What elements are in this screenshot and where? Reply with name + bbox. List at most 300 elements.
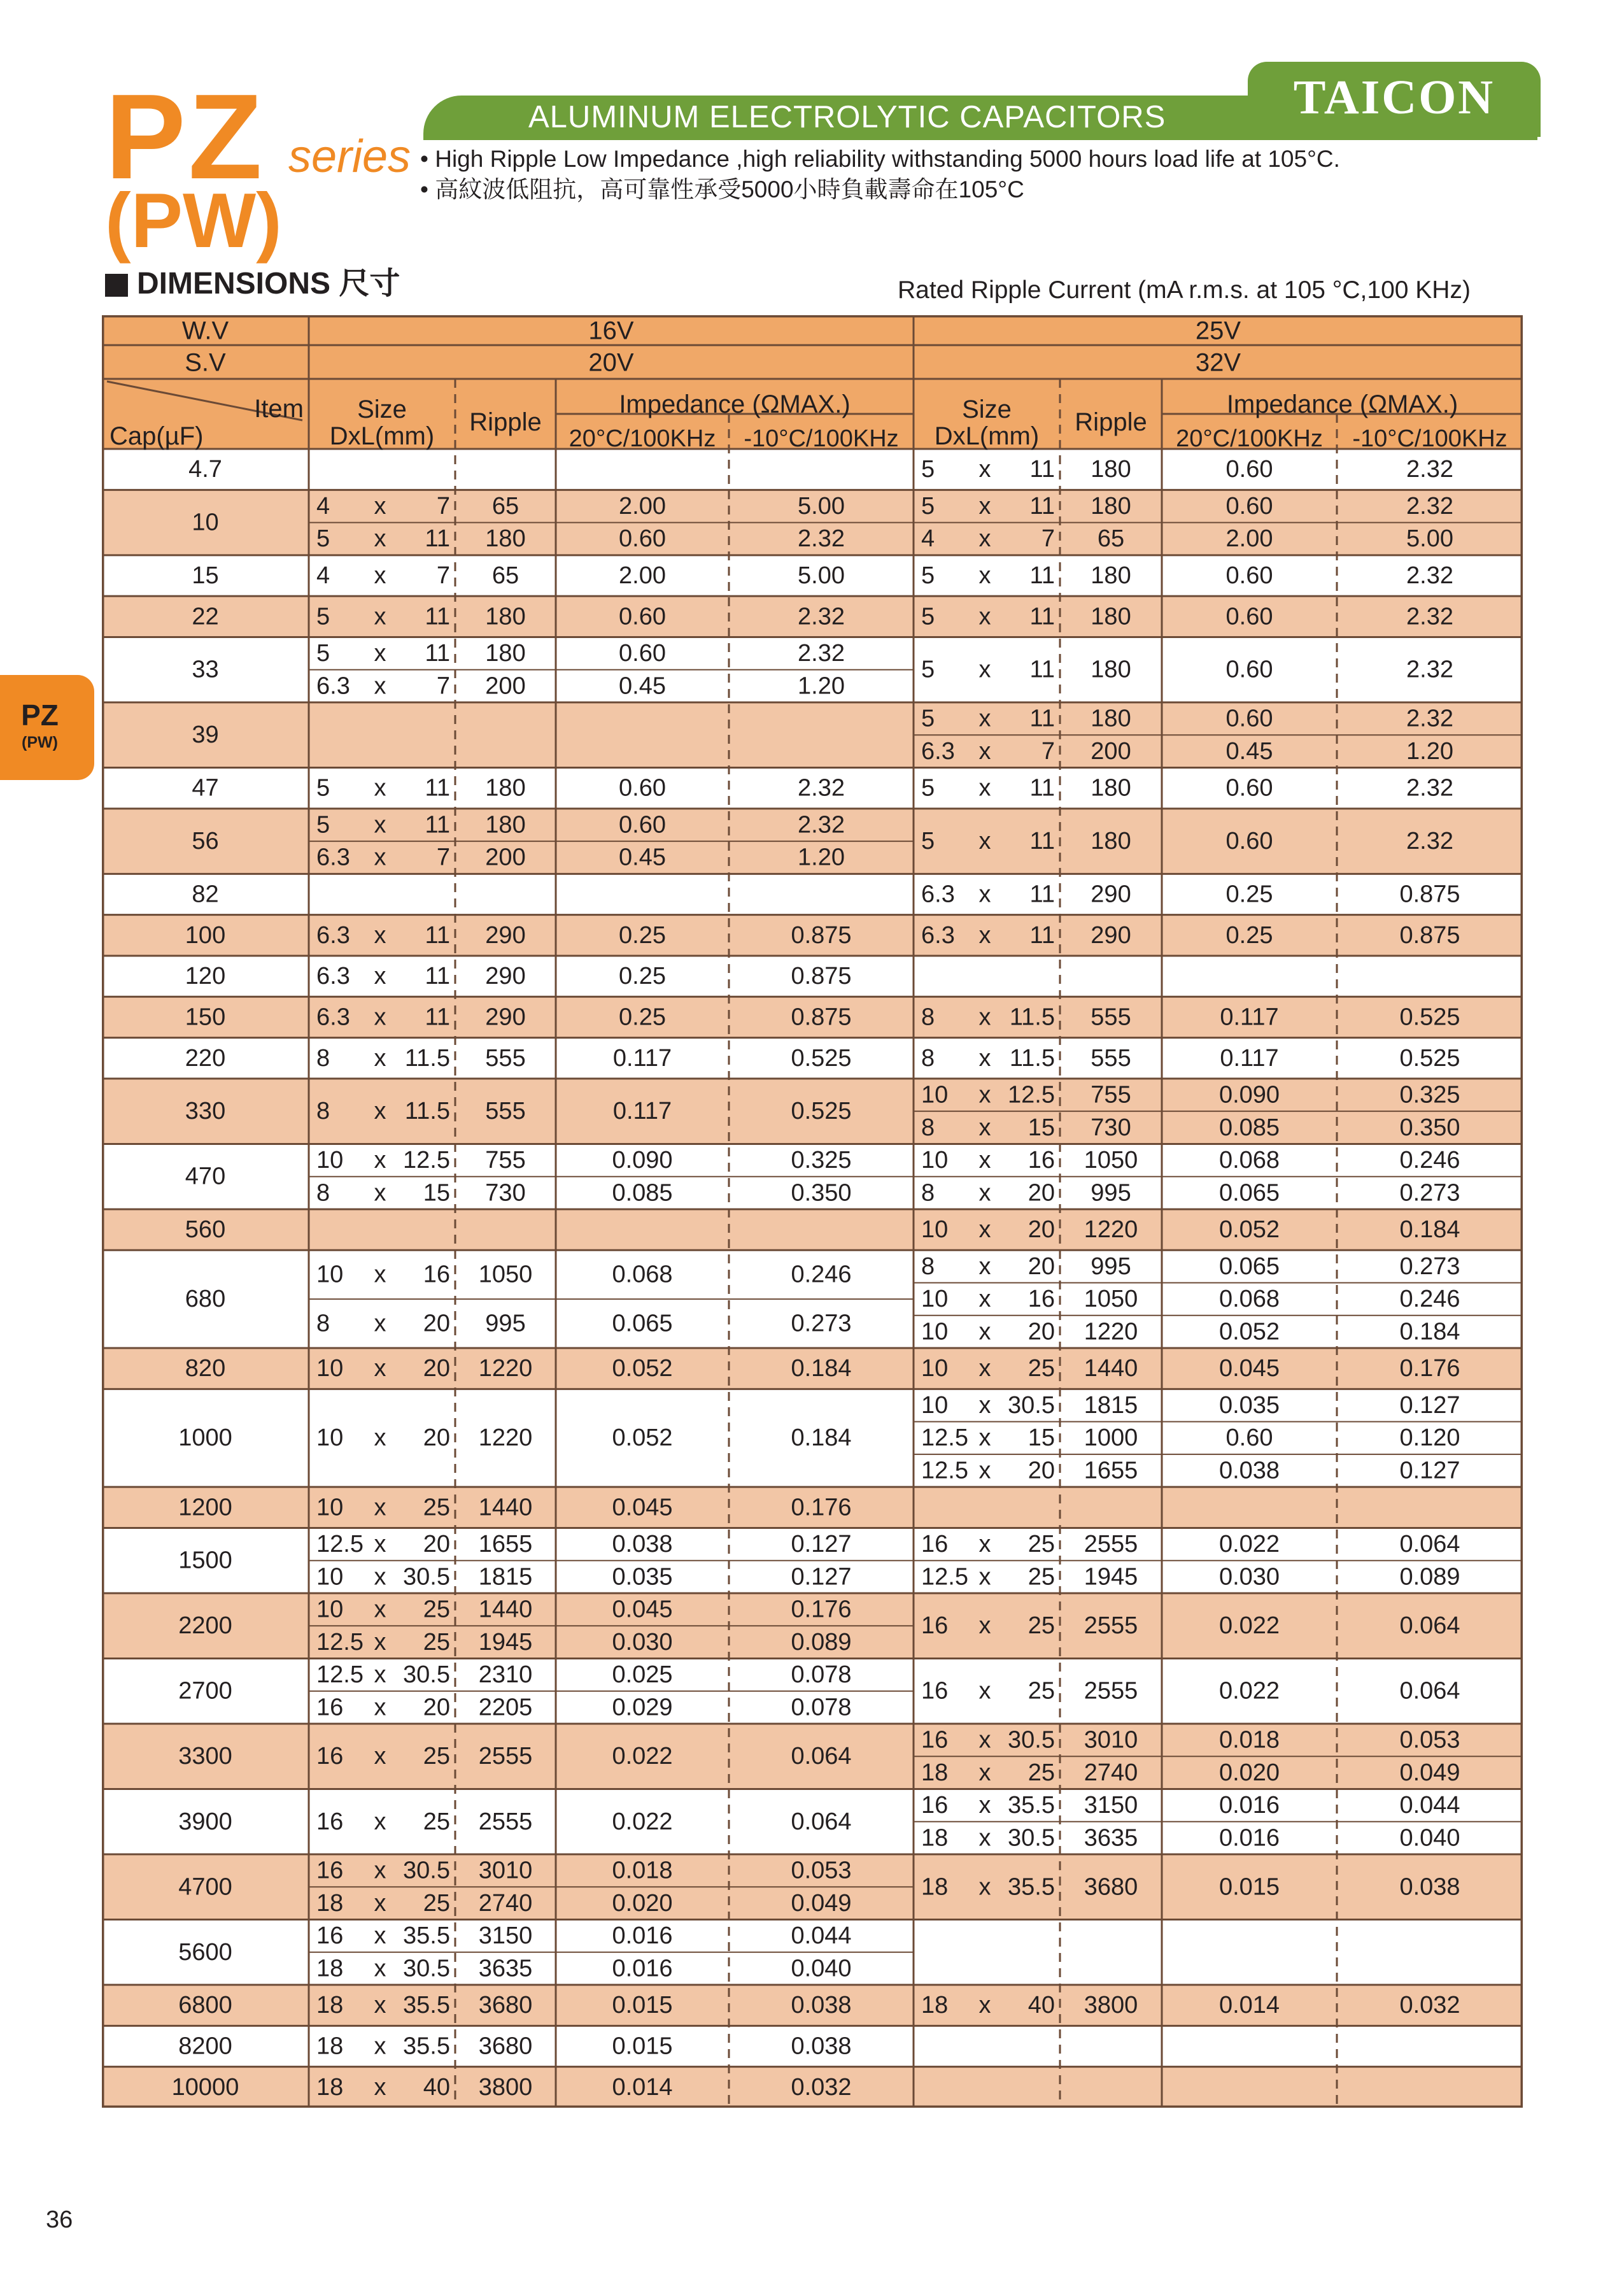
ripple-value: 1655 <box>1084 1457 1138 1484</box>
size-diameter: 4 <box>316 492 330 520</box>
size-times: x <box>978 1563 991 1591</box>
size-diameter: 12.5 <box>921 1457 968 1484</box>
size-times: x <box>978 1992 991 2019</box>
ripple-value: 1050 <box>478 1261 533 1288</box>
size-times: x <box>978 737 991 765</box>
size-times: x <box>374 774 386 802</box>
ripple-value: 180 <box>1091 603 1131 630</box>
size-diameter: 16 <box>316 1694 344 1721</box>
impedance-minus10c-value: 0.127 <box>791 1531 852 1558</box>
size-times: x <box>374 1424 386 1452</box>
size-times: x <box>374 1857 386 1884</box>
ripple-value: 2740 <box>1084 1759 1138 1786</box>
impedance-20c-value: 2.00 <box>1225 525 1273 553</box>
size-times: x <box>978 881 991 908</box>
impedance-minus10c-value: 2.32 <box>798 640 845 667</box>
impedance-minus10c-value: 0.184 <box>791 1424 852 1452</box>
size-times: x <box>978 1253 991 1280</box>
size-times: x <box>374 963 386 990</box>
cap-value: 6800 <box>178 1992 232 2019</box>
size-length: 20 <box>423 1355 450 1382</box>
impedance-20c-value: 0.025 <box>612 1661 673 1689</box>
ripple-value: 1945 <box>478 1628 533 1656</box>
size-diameter: 5 <box>921 774 935 802</box>
size-times: x <box>374 640 386 667</box>
size-length: 25 <box>423 1628 450 1656</box>
ripple-value: 995 <box>1091 1253 1131 1280</box>
ripple-value: 755 <box>1091 1081 1131 1109</box>
feature-bullet-en: • High Ripple Low Impedance ,high reliability withstanding 5000 hours load life at 105°C. <box>420 146 1340 172</box>
impedance-minus10c-value: 0.184 <box>1399 1318 1460 1345</box>
cap-value: 15 <box>192 562 219 589</box>
cap-value: 10000 <box>171 2073 239 2101</box>
size-times: x <box>978 1147 991 1174</box>
impedance-minus10c-value: 0.040 <box>1399 1824 1460 1852</box>
size-diameter: 5 <box>316 811 330 839</box>
section-square-icon <box>105 274 128 297</box>
impedance-minus10c-value: 0.875 <box>791 921 852 949</box>
size-times: x <box>374 1563 386 1591</box>
impedance-minus10c-value: 0.120 <box>1399 1424 1460 1452</box>
side-tab-sub: (PW) <box>22 734 58 751</box>
size-times: x <box>978 1318 991 1345</box>
ripple-value: 1655 <box>478 1531 533 1558</box>
size-diameter: 5 <box>921 656 935 683</box>
size-length: 30.5 <box>403 1857 450 1884</box>
size-diameter: 10 <box>921 1318 949 1345</box>
size-diameter: 5 <box>921 456 935 483</box>
series-word: series <box>288 131 411 182</box>
size-times: x <box>978 1179 991 1207</box>
ripple-value: 555 <box>1091 1044 1131 1072</box>
impedance-minus10c-value: 0.049 <box>1399 1759 1460 1786</box>
cap-value: 39 <box>192 721 219 749</box>
ripple-value: 65 <box>1097 525 1125 553</box>
size-length: 25 <box>423 1808 450 1835</box>
size-diameter: 18 <box>921 1759 949 1786</box>
header-sv-label: S.V <box>185 348 226 377</box>
impedance-minus10c-value: 2.32 <box>1406 562 1453 589</box>
impedance-20c-value: 0.117 <box>612 1098 672 1125</box>
impedance-minus10c-value: 0.525 <box>1399 1004 1460 1031</box>
size-diameter: 10 <box>316 1147 344 1174</box>
size-diameter: 16 <box>921 1726 949 1754</box>
size-length: 11 <box>1029 705 1055 732</box>
ripple-value: 180 <box>485 640 526 667</box>
ripple-value: 995 <box>1091 1179 1131 1207</box>
size-times: x <box>978 705 991 732</box>
impedance-minus10c-value: 0.525 <box>1399 1044 1460 1072</box>
size-times: x <box>374 1147 386 1174</box>
ripple-value: 2205 <box>478 1694 533 1721</box>
impedance-minus10c-value: 0.127 <box>791 1563 852 1591</box>
impedance-minus10c-value: 0.044 <box>1399 1792 1460 1819</box>
size-length: 11 <box>425 603 450 630</box>
size-length: 40 <box>423 2073 450 2101</box>
size-diameter: 6.3 <box>921 921 955 949</box>
impedance-minus10c-value: 2.32 <box>1406 656 1453 683</box>
size-diameter: 12.5 <box>316 1661 364 1689</box>
header-ripple-label: Ripple <box>1075 408 1147 436</box>
cap-value: 1200 <box>178 1494 232 1521</box>
impedance-minus10c-value: 0.350 <box>791 1179 852 1207</box>
ripple-value: 200 <box>485 672 526 700</box>
size-times: x <box>978 1726 991 1754</box>
cap-value: 220 <box>185 1044 226 1072</box>
ripple-value: 180 <box>1091 562 1131 589</box>
header-item-label: Item <box>254 395 304 423</box>
size-times: x <box>374 811 386 839</box>
cap-value: 1500 <box>178 1547 232 1574</box>
ripple-value: 65 <box>491 492 519 520</box>
size-length: 35.5 <box>1008 1873 1055 1901</box>
impedance-minus10c-value: 2.32 <box>1406 705 1453 732</box>
ripple-value: 200 <box>485 844 526 871</box>
size-length: 16 <box>423 1261 450 1288</box>
dimensions-table <box>102 315 1523 2108</box>
ripple-value: 3635 <box>478 1955 533 1982</box>
size-diameter: 18 <box>316 1955 344 1982</box>
header-ripple-label: Ripple <box>469 408 542 436</box>
ripple-value: 180 <box>485 811 526 839</box>
size-diameter: 18 <box>921 1824 949 1852</box>
ripple-value: 3680 <box>478 1992 533 2019</box>
ripple-value: 1050 <box>1084 1147 1138 1174</box>
header-impedance-label: Impedance (ΩMAX.) <box>619 390 851 418</box>
size-length: 11 <box>425 774 450 802</box>
size-times: x <box>374 525 386 553</box>
impedance-minus10c-value: 1.20 <box>798 672 845 700</box>
size-length: 20 <box>1027 1253 1055 1280</box>
ripple-value: 1945 <box>1084 1563 1138 1591</box>
size-length: 35.5 <box>403 1922 450 1950</box>
size-times: x <box>978 1391 991 1419</box>
impedance-minus10c-value: 2.32 <box>798 603 845 630</box>
size-length: 30.5 <box>403 1955 450 1982</box>
size-length: 11 <box>1029 562 1055 589</box>
size-length: 20 <box>1027 1216 1055 1244</box>
impedance-minus10c-value: 0.246 <box>1399 1286 1460 1313</box>
impedance-minus10c-value: 0.053 <box>791 1857 852 1884</box>
ripple-value: 730 <box>485 1179 526 1207</box>
size-diameter: 12.5 <box>316 1531 364 1558</box>
size-times: x <box>374 1494 386 1521</box>
header-imp20-label: 20°C/100KHz <box>568 425 716 452</box>
impedance-20c-value: 0.60 <box>1225 656 1273 683</box>
page-number: 36 <box>46 2206 73 2233</box>
size-times: x <box>978 774 991 802</box>
size-diameter: 5 <box>316 774 330 802</box>
impedance-minus10c-value: 2.32 <box>1406 828 1453 855</box>
size-length: 11 <box>1029 828 1055 855</box>
size-length: 11.5 <box>404 1044 450 1072</box>
size-diameter: 16 <box>921 1531 949 1558</box>
impedance-minus10c-value: 0.049 <box>791 1889 852 1917</box>
impedance-minus10c-value: 5.00 <box>1406 525 1453 553</box>
impedance-minus10c-value: 1.20 <box>1406 737 1453 765</box>
size-diameter: 10 <box>316 1563 344 1591</box>
size-diameter: 8 <box>921 1004 935 1031</box>
cap-value: 5600 <box>178 1938 232 1966</box>
size-length: 30.5 <box>403 1661 450 1689</box>
impedance-20c-value: 0.065 <box>612 1310 673 1337</box>
size-diameter: 8 <box>316 1179 330 1207</box>
impedance-20c-value: 0.45 <box>619 672 666 700</box>
cap-value: 33 <box>192 656 219 683</box>
size-times: x <box>374 1955 386 1982</box>
ripple-value: 1000 <box>1084 1424 1138 1452</box>
size-diameter: 10 <box>316 1494 344 1521</box>
size-times: x <box>978 525 991 553</box>
size-diameter: 4 <box>316 562 330 589</box>
size-diameter: 8 <box>921 1179 935 1207</box>
ripple-value: 3800 <box>478 2073 533 2101</box>
impedance-minus10c-value: 0.875 <box>791 1004 852 1031</box>
impedance-20c-value: 0.018 <box>1218 1726 1280 1754</box>
size-diameter: 5 <box>921 705 935 732</box>
impedance-minus10c-value: 0.350 <box>1399 1114 1460 1141</box>
impedance-20c-value: 0.052 <box>1218 1318 1280 1345</box>
impedance-20c-value: 0.068 <box>1218 1286 1280 1313</box>
impedance-minus10c-value: 0.053 <box>1399 1726 1460 1754</box>
impedance-20c-value: 0.022 <box>1218 1531 1280 1558</box>
category-banner-text: ALUMINUM ELECTROLYTIC CAPACITORS <box>528 100 1166 134</box>
impedance-20c-value: 0.45 <box>1225 737 1273 765</box>
size-length: 20 <box>423 1531 450 1558</box>
size-times: x <box>978 1873 991 1901</box>
size-times: x <box>978 656 991 683</box>
size-diameter: 18 <box>316 1889 344 1917</box>
size-length: 11 <box>425 811 450 839</box>
size-times: x <box>374 1743 386 1770</box>
size-length: 11.5 <box>1009 1004 1055 1031</box>
impedance-minus10c-value: 0.525 <box>791 1044 852 1072</box>
ripple-value: 1815 <box>478 1563 533 1591</box>
ripple-value: 2555 <box>478 1743 533 1770</box>
size-diameter: 5 <box>921 828 935 855</box>
impedance-20c-value: 0.016 <box>612 1955 673 1982</box>
size-length: 11.5 <box>1009 1044 1055 1072</box>
size-length: 20 <box>1027 1318 1055 1345</box>
size-length: 35.5 <box>403 1992 450 2019</box>
cap-value: 4.7 <box>188 456 222 483</box>
ripple-value: 290 <box>485 963 526 990</box>
impedance-20c-value: 0.60 <box>1225 774 1273 802</box>
impedance-20c-value: 0.60 <box>619 525 666 553</box>
impedance-minus10c-value: 0.875 <box>1399 881 1460 908</box>
size-diameter: 16 <box>921 1792 949 1819</box>
impedance-minus10c-value: 0.127 <box>1399 1457 1460 1484</box>
size-diameter: 18 <box>921 1992 949 2019</box>
header-wv-value: 25V <box>1195 316 1241 345</box>
impedance-20c-value: 0.60 <box>1225 705 1273 732</box>
size-length: 15 <box>1027 1114 1055 1141</box>
size-times: x <box>978 456 991 483</box>
impedance-minus10c-value: 0.325 <box>791 1147 852 1174</box>
header-cap-label: Cap(µF) <box>109 422 204 450</box>
ripple-value: 1440 <box>478 1494 533 1521</box>
size-diameter: 16 <box>316 1922 344 1950</box>
impedance-minus10c-value: 0.032 <box>791 2073 852 2101</box>
impedance-20c-value: 0.022 <box>1218 1677 1280 1705</box>
size-length: 16 <box>1027 1286 1055 1313</box>
size-diameter: 18 <box>921 1873 949 1901</box>
ripple-value: 3680 <box>478 2033 533 2060</box>
size-length: 25 <box>423 1494 450 1521</box>
size-times: x <box>374 1098 386 1125</box>
size-times: x <box>978 1081 991 1109</box>
size-length: 11 <box>425 1004 450 1031</box>
size-length: 12.5 <box>403 1147 450 1174</box>
size-times: x <box>978 1044 991 1072</box>
ripple-value: 1815 <box>1084 1391 1138 1419</box>
size-times: x <box>374 1992 386 2019</box>
size-diameter: 10 <box>316 1424 344 1452</box>
size-times: x <box>978 1612 991 1640</box>
size-times: x <box>978 1004 991 1031</box>
size-times: x <box>978 603 991 630</box>
size-length: 25 <box>1027 1612 1055 1640</box>
impedance-minus10c-value: 0.044 <box>791 1922 852 1950</box>
size-times: x <box>978 1286 991 1313</box>
cap-value: 2200 <box>178 1612 232 1640</box>
impedance-minus10c-value: 0.038 <box>791 2033 852 2060</box>
header-imp20-label: 20°C/100KHz <box>1176 425 1323 452</box>
cap-value: 1000 <box>178 1424 232 1452</box>
impedance-minus10c-value: 5.00 <box>798 492 845 520</box>
size-length: 25 <box>423 1743 450 1770</box>
size-length: 11 <box>425 963 450 990</box>
ripple-value: 180 <box>485 603 526 630</box>
ripple-value: 2555 <box>1084 1531 1138 1558</box>
size-diameter: 6.3 <box>316 963 350 990</box>
ripple-value: 1220 <box>1084 1318 1138 1345</box>
impedance-20c-value: 0.117 <box>612 1044 672 1072</box>
impedance-20c-value: 0.085 <box>1218 1114 1280 1141</box>
size-length: 11 <box>1029 456 1055 483</box>
series-subname: (PW) <box>105 177 282 264</box>
size-times: x <box>374 1355 386 1382</box>
impedance-20c-value: 0.60 <box>1225 456 1273 483</box>
size-times: x <box>374 1044 386 1072</box>
impedance-20c-value: 0.090 <box>1218 1081 1280 1109</box>
impedance-minus10c-value: 0.525 <box>791 1098 852 1125</box>
ripple-value: 180 <box>1091 492 1131 520</box>
ripple-value: 3680 <box>1084 1873 1138 1901</box>
size-times: x <box>374 1261 386 1288</box>
cap-value: 120 <box>185 963 226 990</box>
impedance-20c-value: 0.014 <box>1218 1992 1280 2019</box>
impedance-minus10c-value: 0.064 <box>1399 1612 1460 1640</box>
impedance-20c-value: 0.038 <box>1218 1457 1280 1484</box>
size-length: 35.5 <box>1008 1792 1055 1819</box>
header-dxl-label: DxL(mm) <box>329 422 435 450</box>
header-imp10-label: -10°C/100KHz <box>744 425 899 452</box>
header-dxl-label: DxL(mm) <box>934 422 1040 450</box>
impedance-20c-value: 0.022 <box>612 1808 673 1835</box>
impedance-20c-value: 0.016 <box>1218 1824 1280 1852</box>
size-times: x <box>978 921 991 949</box>
feature-bullet-zh: • 高紋波低阻抗，高可靠性承受5000小時負載壽命在105°C <box>420 176 1024 202</box>
cap-value: 470 <box>185 1163 226 1190</box>
ripple-value: 995 <box>485 1310 526 1337</box>
impedance-20c-value: 0.052 <box>1218 1216 1280 1244</box>
impedance-20c-value: 0.018 <box>612 1857 673 1884</box>
size-times: x <box>978 1531 991 1558</box>
size-diameter: 10 <box>316 1355 344 1382</box>
size-times: x <box>978 1355 991 1382</box>
impedance-minus10c-value: 2.32 <box>1406 603 1453 630</box>
size-length: 11 <box>1029 881 1055 908</box>
cap-value: 82 <box>192 881 219 908</box>
size-length: 11 <box>425 921 450 949</box>
impedance-minus10c-value: 5.00 <box>798 562 845 589</box>
size-length: 30.5 <box>1008 1824 1055 1852</box>
impedance-20c-value: 0.60 <box>619 603 666 630</box>
impedance-minus10c-value: 2.32 <box>798 774 845 802</box>
size-length: 11 <box>425 525 450 553</box>
impedance-20c-value: 0.60 <box>1225 1424 1273 1452</box>
size-times: x <box>374 1531 386 1558</box>
size-diameter: 5 <box>921 603 935 630</box>
impedance-minus10c-value: 1.20 <box>798 844 845 871</box>
size-length: 20 <box>1027 1457 1055 1484</box>
impedance-minus10c-value: 0.032 <box>1399 1992 1460 2019</box>
cap-value: 47 <box>192 774 219 802</box>
impedance-minus10c-value: 0.184 <box>791 1355 852 1382</box>
header-wv-value: 16V <box>588 316 634 345</box>
size-diameter: 4 <box>921 525 935 553</box>
size-length: 25 <box>1027 1759 1055 1786</box>
impedance-minus10c-value: 0.875 <box>1399 921 1460 949</box>
size-length: 25 <box>1027 1355 1055 1382</box>
impedance-20c-value: 0.045 <box>1218 1355 1280 1382</box>
size-times: x <box>374 1808 386 1835</box>
impedance-minus10c-value: 0.064 <box>1399 1531 1460 1558</box>
ripple-value: 180 <box>485 774 526 802</box>
cap-value: 680 <box>185 1286 226 1313</box>
size-diameter: 16 <box>316 1857 344 1884</box>
impedance-minus10c-value: 0.038 <box>1399 1873 1460 1901</box>
impedance-20c-value: 0.030 <box>1218 1563 1280 1591</box>
impedance-minus10c-value: 0.176 <box>1399 1355 1460 1382</box>
impedance-20c-value: 2.00 <box>619 492 666 520</box>
size-length: 7 <box>436 672 450 700</box>
impedance-minus10c-value: 0.176 <box>791 1596 852 1623</box>
impedance-minus10c-value: 0.127 <box>1399 1391 1460 1419</box>
size-length: 7 <box>436 844 450 871</box>
ripple-value: 730 <box>1091 1114 1131 1141</box>
impedance-20c-value: 0.60 <box>1225 828 1273 855</box>
size-length: 30.5 <box>403 1563 450 1591</box>
impedance-minus10c-value: 0.246 <box>1399 1147 1460 1174</box>
impedance-20c-value: 0.45 <box>619 844 666 871</box>
size-diameter: 6.3 <box>316 921 350 949</box>
size-times: x <box>978 828 991 855</box>
impedance-minus10c-value: 0.089 <box>791 1628 852 1656</box>
impedance-minus10c-value: 0.875 <box>791 963 852 990</box>
impedance-20c-value: 0.25 <box>619 921 666 949</box>
impedance-20c-value: 0.065 <box>1218 1253 1280 1280</box>
size-diameter: 10 <box>921 1081 949 1109</box>
size-length: 11 <box>1029 656 1055 683</box>
cap-value: 100 <box>185 921 226 949</box>
impedance-minus10c-value: 0.064 <box>1399 1677 1460 1705</box>
size-times: x <box>374 1179 386 1207</box>
ripple-value: 2555 <box>478 1808 533 1835</box>
size-times: x <box>374 1889 386 1917</box>
size-times: x <box>978 1457 991 1484</box>
